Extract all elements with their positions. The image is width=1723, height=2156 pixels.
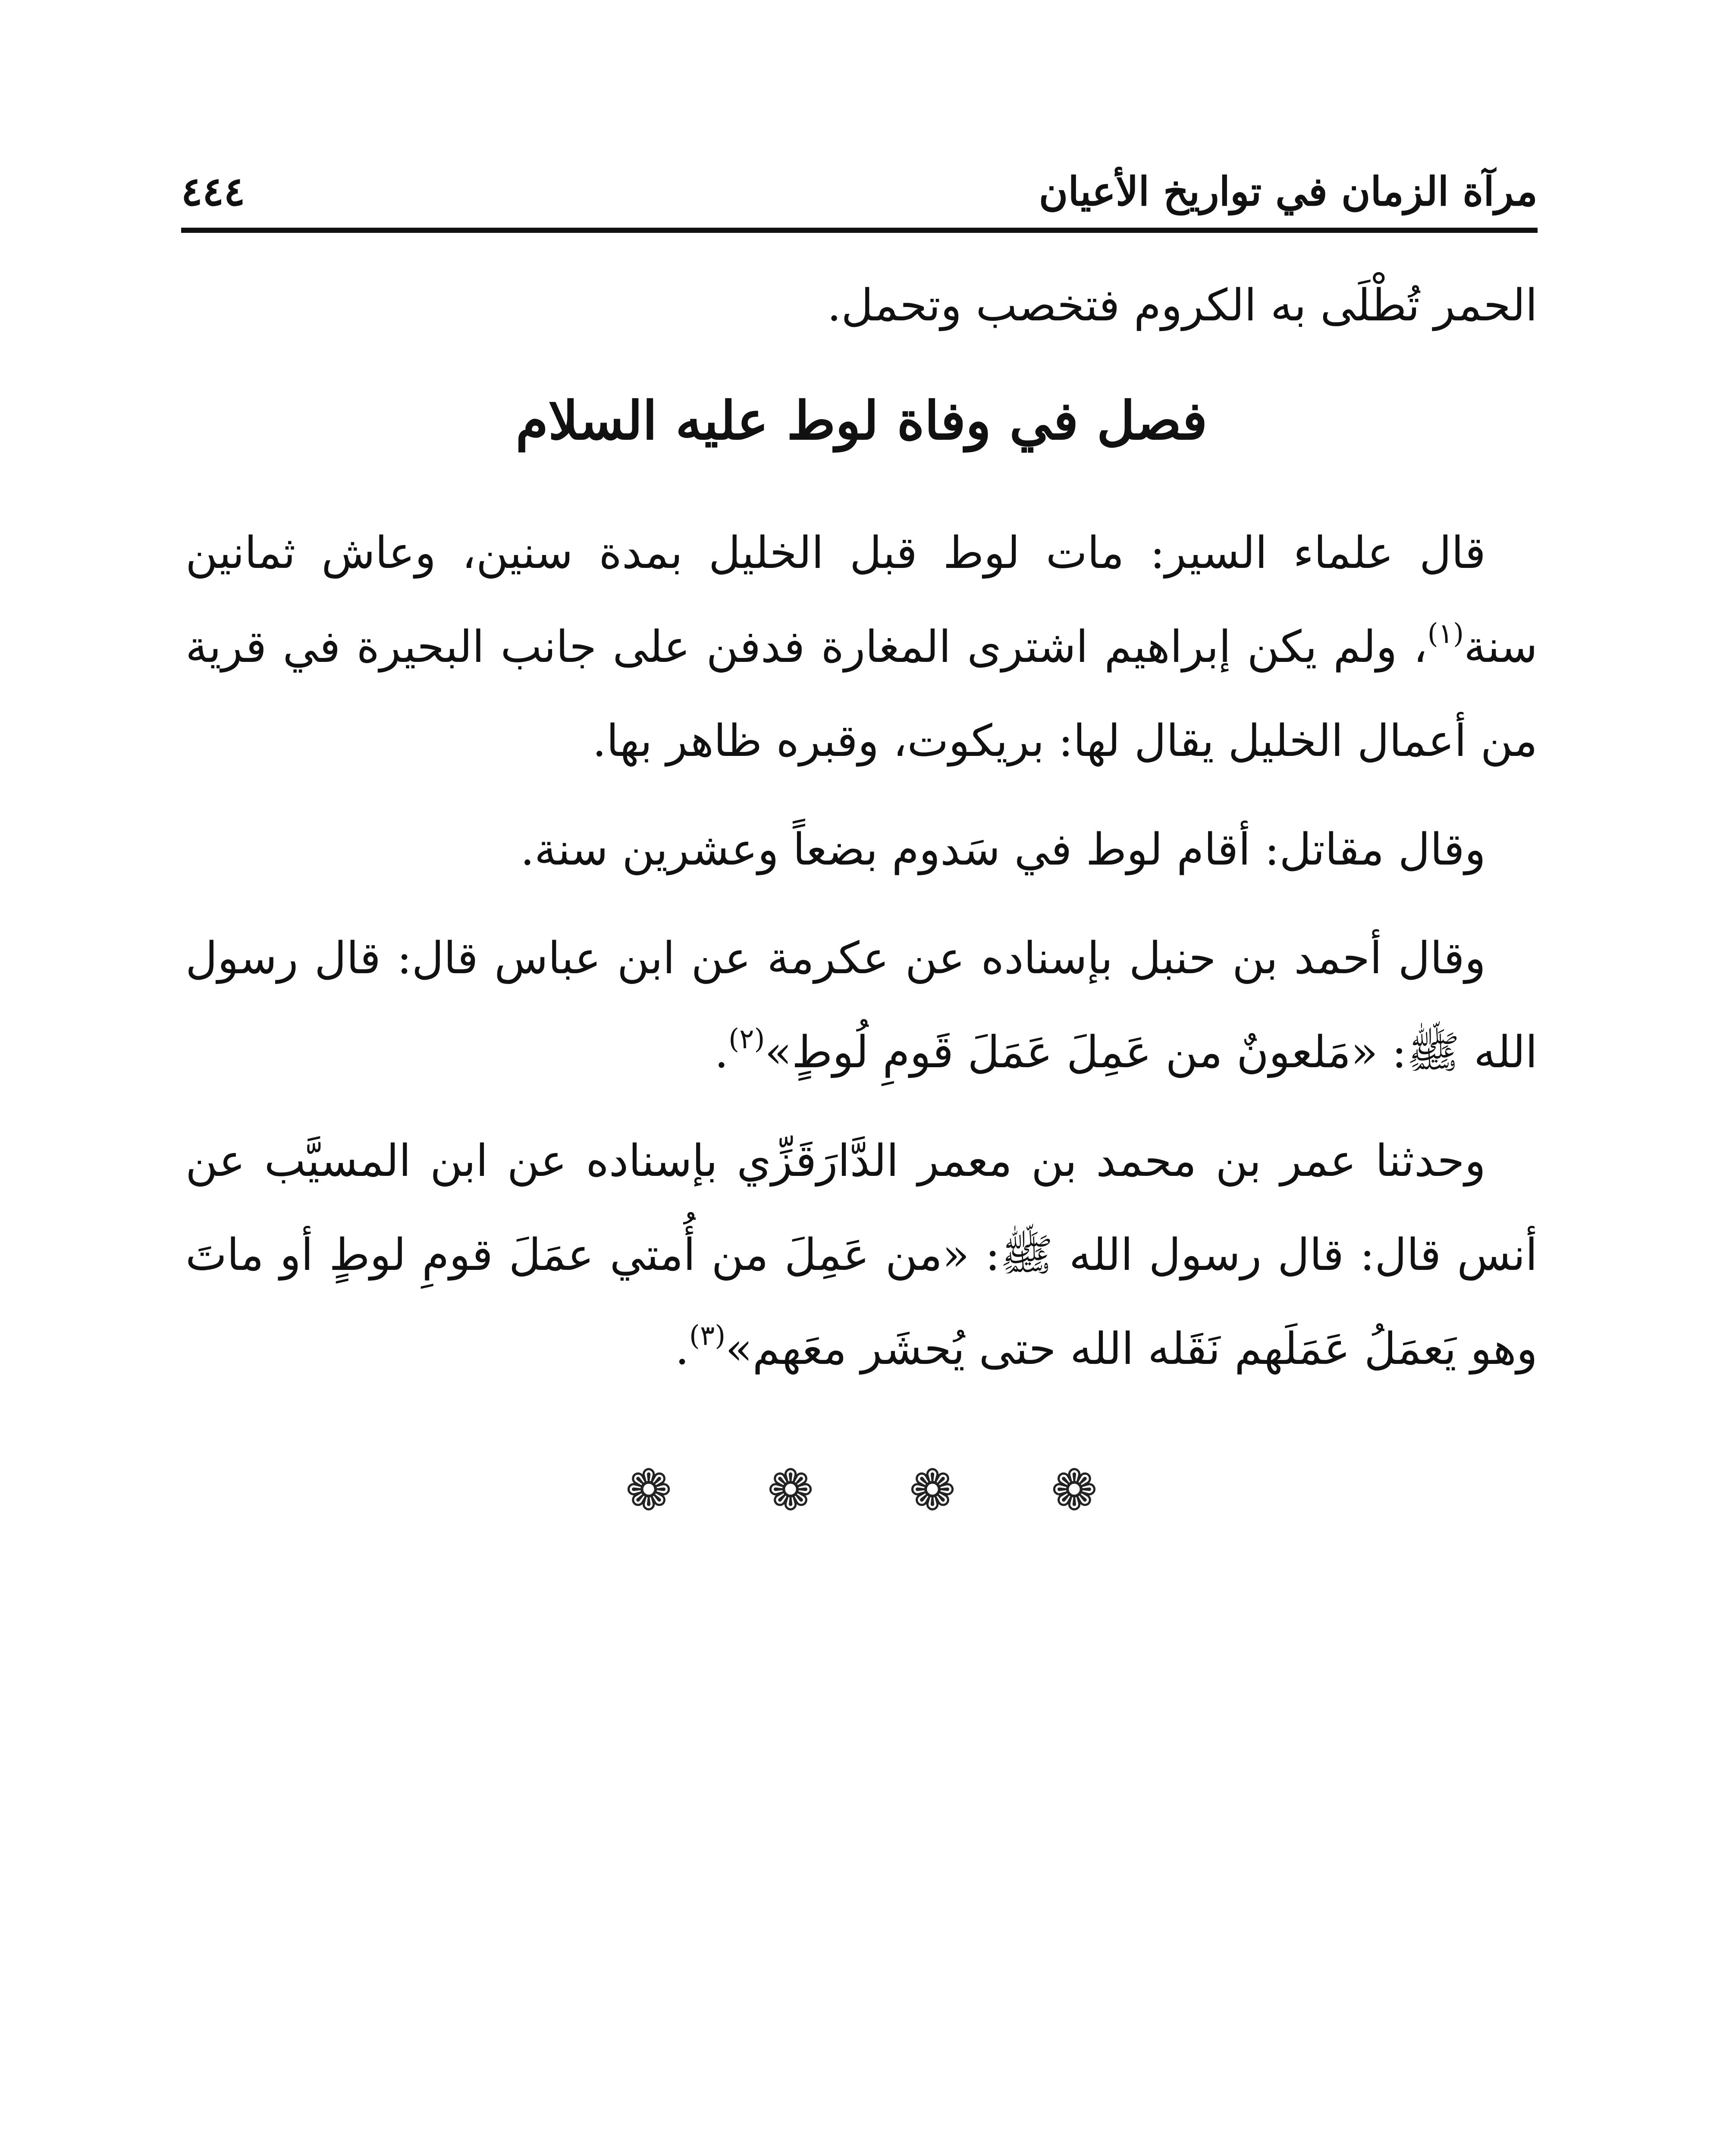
- paragraph-continuation: الحمر تُطْلَى به الكروم فتخصب وتحمل.: [827, 280, 1538, 331]
- paragraph-4: [185, 1114, 1538, 1396]
- section-heading: فصل في وفاة لوط عليه السلام: [515, 389, 1208, 451]
- flower-ornament-icon: ❁: [909, 1457, 956, 1523]
- paragraph-4-text: وحدثنا عمر بن محمد بن معمر الدَّارَقَزِّي بإسناده عن ابن المسيَّب عن أنس قال: قال رسول الله ﷺ: «من عَمِلَ من أُمتي عمَلَ قومِ لوطٍ أو ماتَ وهو يَعمَلُ عَمَلَهم نَقَله الله حتى يُحشَر معَهم»: [185, 1135, 1538, 1375]
- flower-ornament-icon: ❁: [625, 1457, 672, 1523]
- section-end-ornaments: [0, 1457, 1723, 1523]
- main-text: [185, 259, 1538, 1411]
- footnote-ref-2[interactable]: (٢): [728, 1023, 765, 1055]
- running-title: مرآة الزمان في تواريخ الأعيان: [1039, 168, 1538, 215]
- footnote-ref-1[interactable]: (١): [1427, 618, 1464, 650]
- paragraph-3-text-cont: .: [714, 1027, 729, 1078]
- flower-ornament-icon: ❁: [767, 1457, 814, 1523]
- paragraph-1-text: قال علماء السير: مات لوط قبل الخليل بمدة سنين، وعاش ثمانين سنة: [185, 527, 1538, 673]
- paragraph-3: [185, 912, 1538, 1100]
- paragraph-3-text: وقال أحمد بن حنبل بإسناده عن عكرمة عن ابن عباس قال: قال رسول الله ﷺ: «مَلعونٌ من عَمِلَ عَمَلَ قَومِ لُوطٍ»: [185, 933, 1538, 1078]
- footnote-ref-3[interactable]: (٣): [689, 1320, 726, 1352]
- paragraph-2: وقال مقاتل: أقام لوط في سَدوم بضعاً وعشرين سنة.: [520, 824, 1486, 875]
- paragraph-1-text-cont: ، ولم يكن إبراهيم اشترى المغارة فدفن على جانب البحيرة في قرية من أعمال الخليل يقال لها: بريكوت، وقبره ظاهر بها.: [185, 621, 1538, 767]
- flower-ornament-icon: ❁: [1051, 1457, 1098, 1523]
- paragraph-1: [185, 506, 1538, 788]
- page-number: ٤٤٤: [181, 168, 245, 215]
- page-header: [181, 142, 1538, 233]
- paragraph-4-text-cont: .: [675, 1323, 689, 1375]
